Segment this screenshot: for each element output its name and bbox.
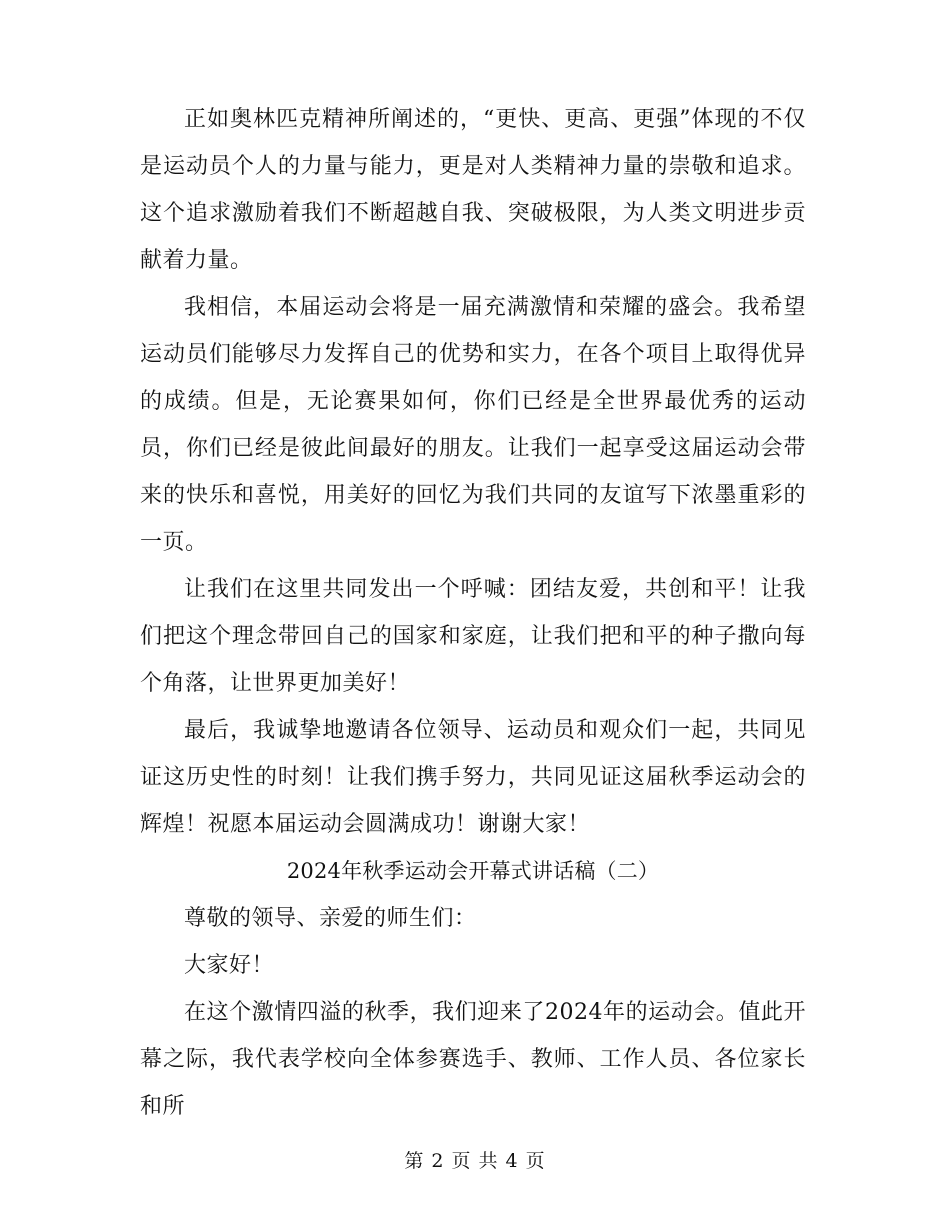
section-title: 2024年秋季运动会开幕式讲话稿（二） (286, 859, 660, 883)
paragraph-closing: 最后，我诚挚地邀请各位领导、运动员和观众们一起，共同见证这历史性的时刻！让我们携手努力，共同见证这届秋季运动会的辉煌！祝愿本届运动会圆满成功！谢谢大家！ (140, 718, 806, 837)
document-body (140, 96, 806, 1130)
page-number-footer: 第 2 页 共 4 页 (404, 1150, 546, 1172)
paragraph-greeting: 大家好！ (184, 953, 275, 978)
paragraph-opening: 在这个激情四溢的秋季，我们迎来了2024年的运动会。值此开幕之际，我代表学校向全体参赛选手、教师、工作人员、各位家长和所 (140, 1000, 806, 1119)
paragraph-salutation: 尊敬的领导、亲爱的师生们： (184, 906, 477, 931)
paragraph-belief: 我相信，本届运动会将是一届充满激情和荣耀的盛会。我希望运动员们能够尽力发挥自己的优势和实力，在各个项目上取得优异的成绩。但是，无论赛果如何，你们已经是全世界最优秀的运动员，你们已经是彼此间最好的朋友。让我们一起享受这届运动会带来的快乐和喜悦，用美好的回忆为我们共同的友谊写下浓墨重彩的一页。 (140, 295, 806, 555)
paragraph-call: 让我们在这里共同发出一个呼喊：团结友爱，共创和平！让我们把这个理念带回自己的国家和家庭，让我们把和平的种子撒向每个角落，让世界更加美好！ (140, 577, 806, 696)
paragraph-olympic-spirit: 正如奥林匹克精神所阐述的，“更快、更高、更强”体现的不仅是运动员个人的力量与能力，更是对人类精神力量的崇敬和追求。这个追求激励着我们不断超越自我、突破极限，为人类文明进步贡献着力量。 (140, 107, 806, 273)
